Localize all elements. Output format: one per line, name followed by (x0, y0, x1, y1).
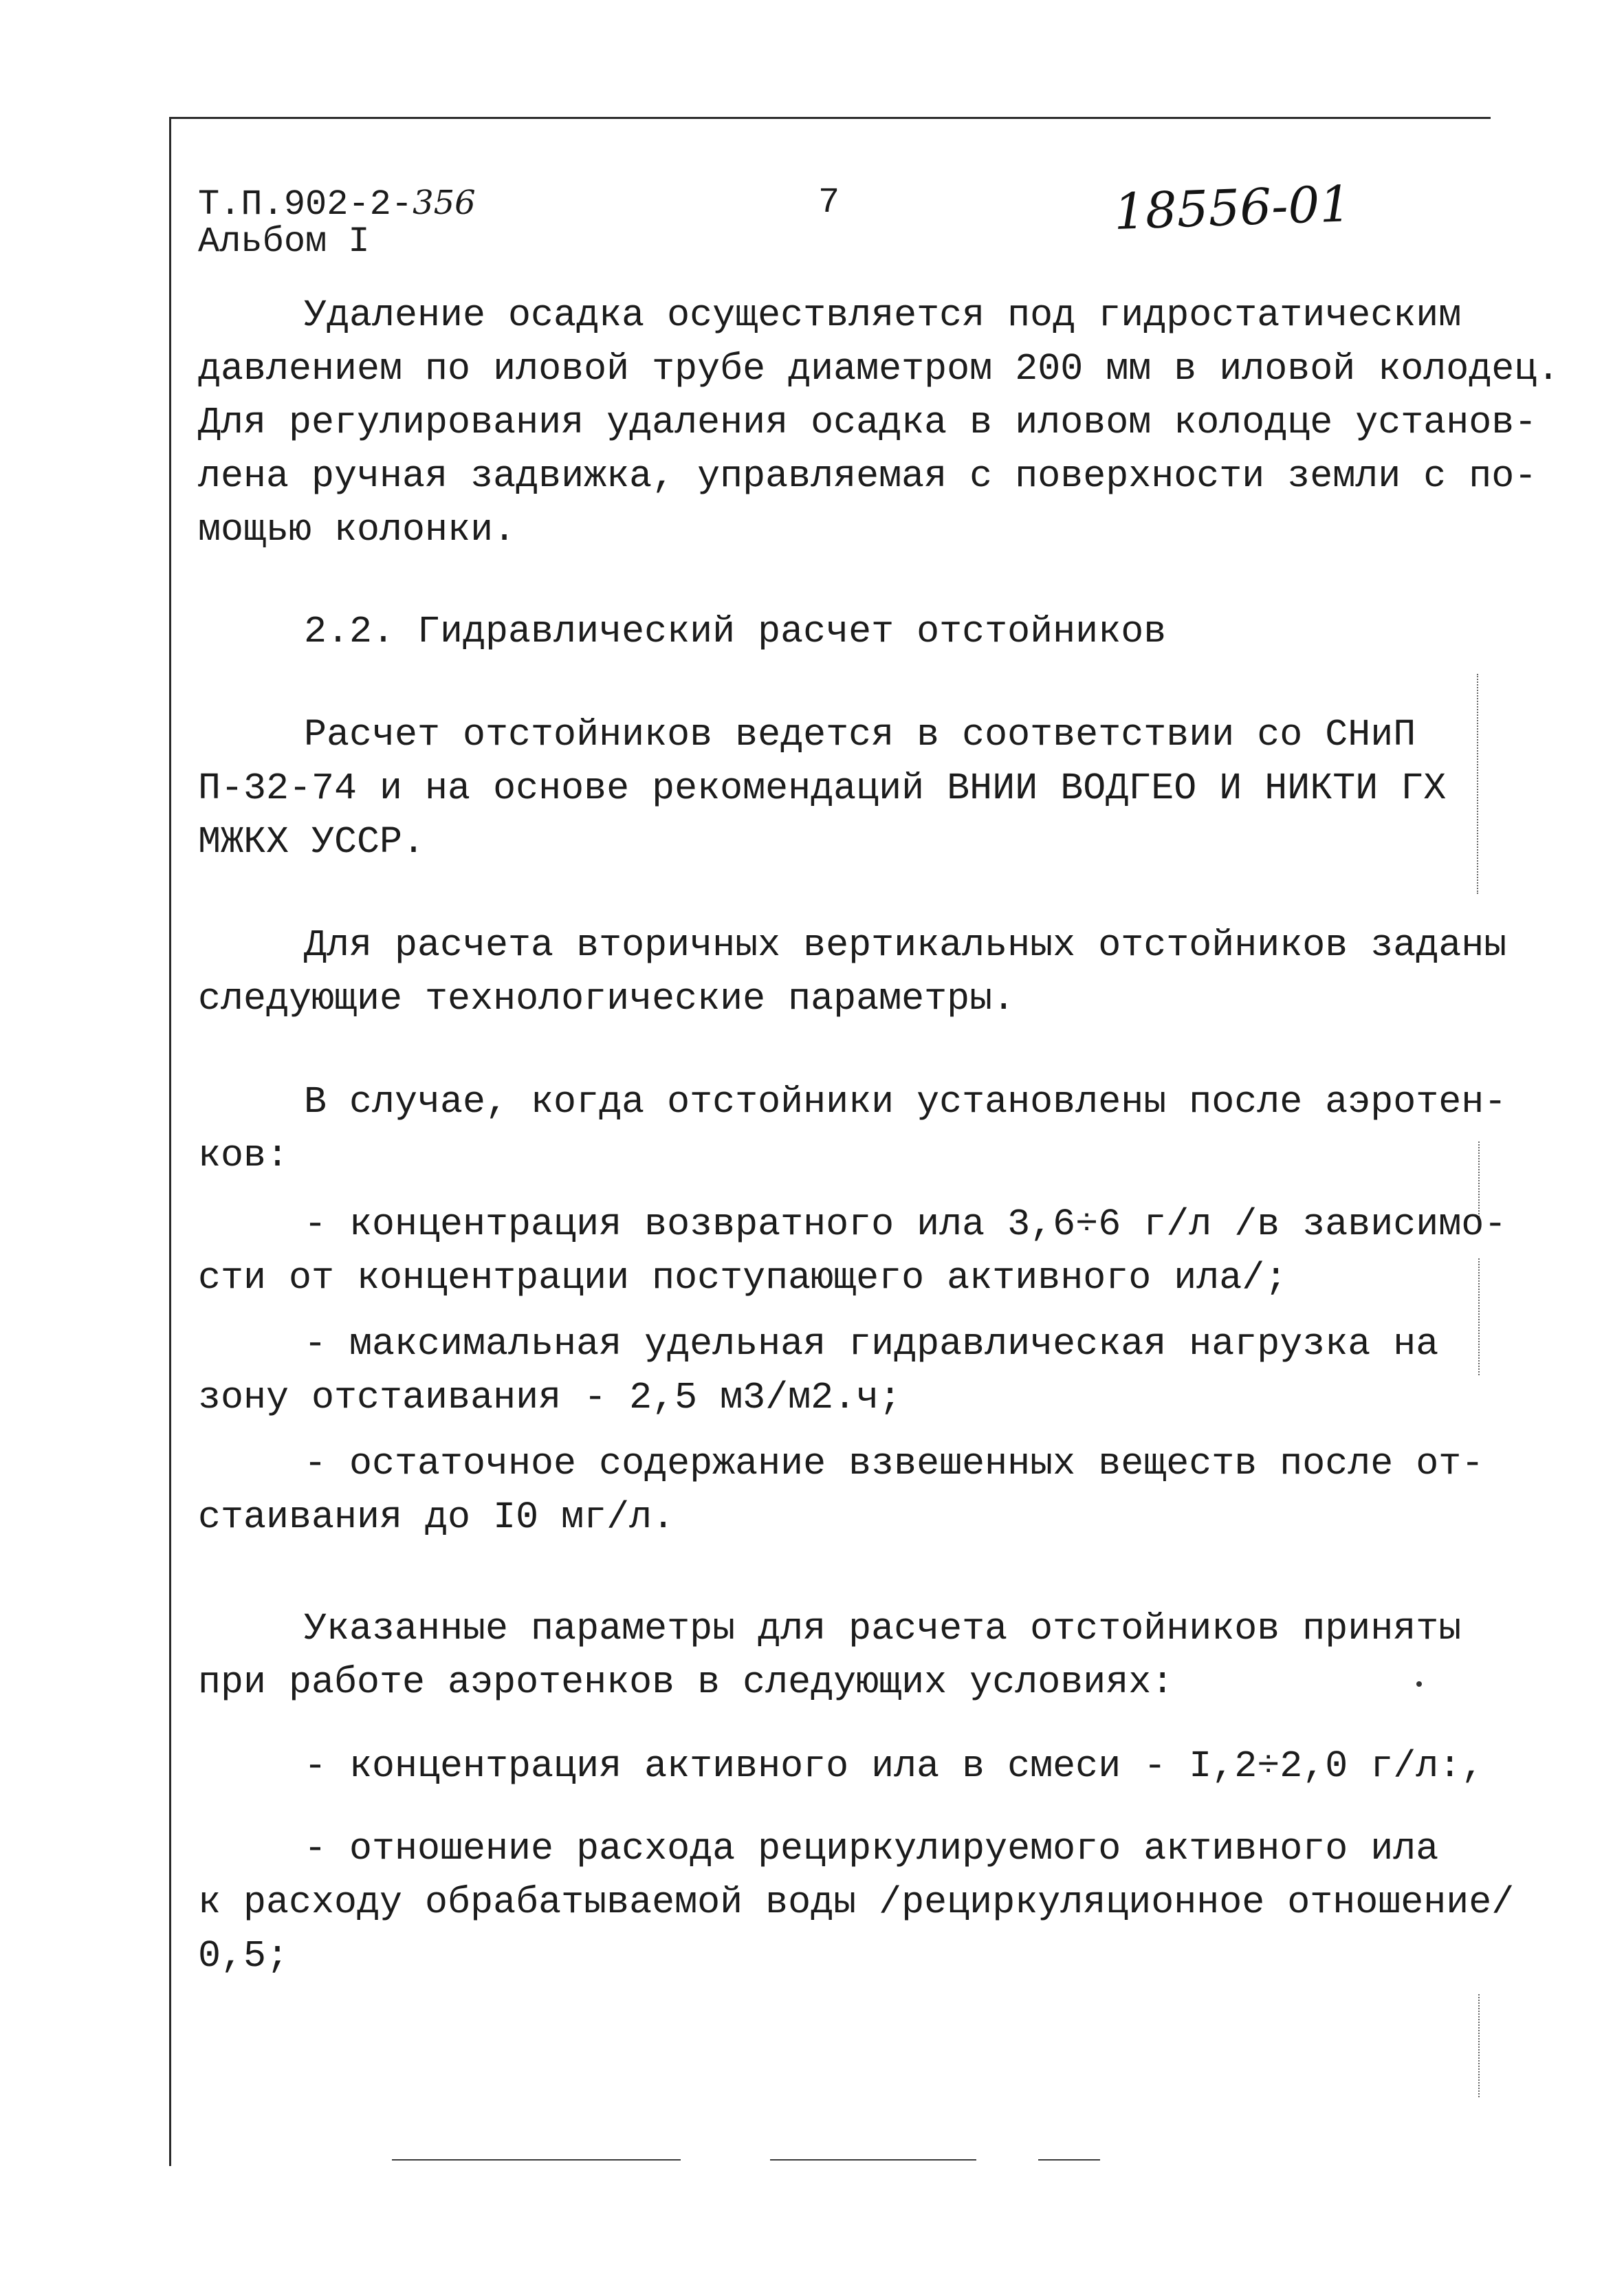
list-item-line: к расходу обрабатываемой воды /рециркуляционное отношение/ (198, 1881, 1515, 1924)
list-item-line: - концентрация активного ила в смеси - I,2÷2,0 г/л:, (304, 1745, 1484, 1788)
frame-left-line (169, 117, 171, 2166)
paragraph-line: ков: (198, 1134, 289, 1177)
list-item-line: - максимальная удельная гидравлическая нагрузка на (304, 1322, 1439, 1366)
list-item-line: 0,5; (198, 1934, 289, 1978)
page-number: 7 (818, 182, 840, 223)
doc-code-prefix: Т.П.902-2- (198, 184, 413, 225)
paragraph-line: Для расчета вторичных вертикальных отстойников заданы (304, 923, 1507, 967)
paragraph-line: следующие технологические параметры. (198, 977, 1016, 1020)
doc-code (198, 182, 476, 226)
frame-right-mark (1478, 1994, 1480, 2097)
frame-bottom-line (392, 2159, 681, 2161)
paragraph-line: при работе аэротенков в следующих условиях: (198, 1661, 1174, 1704)
section-heading: 2.2. Гидравлический расчет отстойников (304, 610, 1167, 653)
list-item-line: - отношение расхода рециркулируемого активного ила (304, 1827, 1439, 1870)
frame-bottom-line (1038, 2159, 1100, 2161)
doc-code-handwritten: 356 (413, 184, 476, 222)
scan-dot (1416, 1681, 1422, 1687)
handwritten-document-number: 18556-01 (1112, 175, 1352, 241)
paragraph-line: Указанные параметры для расчета отстойников приняты (304, 1607, 1462, 1650)
paragraph-line: лена ручная задвижка, управляемая с поверхности земли с по- (198, 455, 1537, 498)
paragraph-line: В случае, когда отстойники установлены после аэротен- (304, 1080, 1507, 1124)
list-item-line: зону отстаивания - 2,5 м3/м2.ч; (198, 1376, 902, 1419)
frame-bottom-line (770, 2159, 976, 2161)
frame-top-line (171, 117, 1491, 119)
paragraph-line: Удаление осадка осуществляется под гидростатическим (304, 294, 1462, 337)
frame-right-mark (1478, 1258, 1480, 1375)
paragraph-line: Расчет отстойников ведется в соответствии со СНиП (304, 713, 1416, 756)
paragraph-line: Для регулирования удаления осадка в иловом колодце установ- (198, 401, 1537, 444)
paragraph-line: давлением по иловой трубе диаметром 200 мм в иловой колодец. (198, 347, 1560, 391)
list-item-line: стаивания до I0 мг/л. (198, 1496, 675, 1539)
paragraph-line: МЖКХ УССР. (198, 820, 426, 864)
paragraph-line: мощью колонки. (198, 508, 516, 551)
list-item-line: - концентрация возвратного ила 3,6÷6 г/л /в зависимо- (304, 1203, 1507, 1246)
frame-right-mark (1477, 674, 1478, 894)
list-item-line: - остаточное содержание взвешенных веществ после от- (304, 1442, 1484, 1485)
album-label: Альбом I (198, 221, 370, 262)
list-item-line: сти от концентрации поступающего активного ила/; (198, 1256, 1288, 1300)
paragraph-line: П-32-74 и на основе рекомендаций ВНИИ ВОДГЕО И НИКТИ ГХ (198, 767, 1447, 810)
